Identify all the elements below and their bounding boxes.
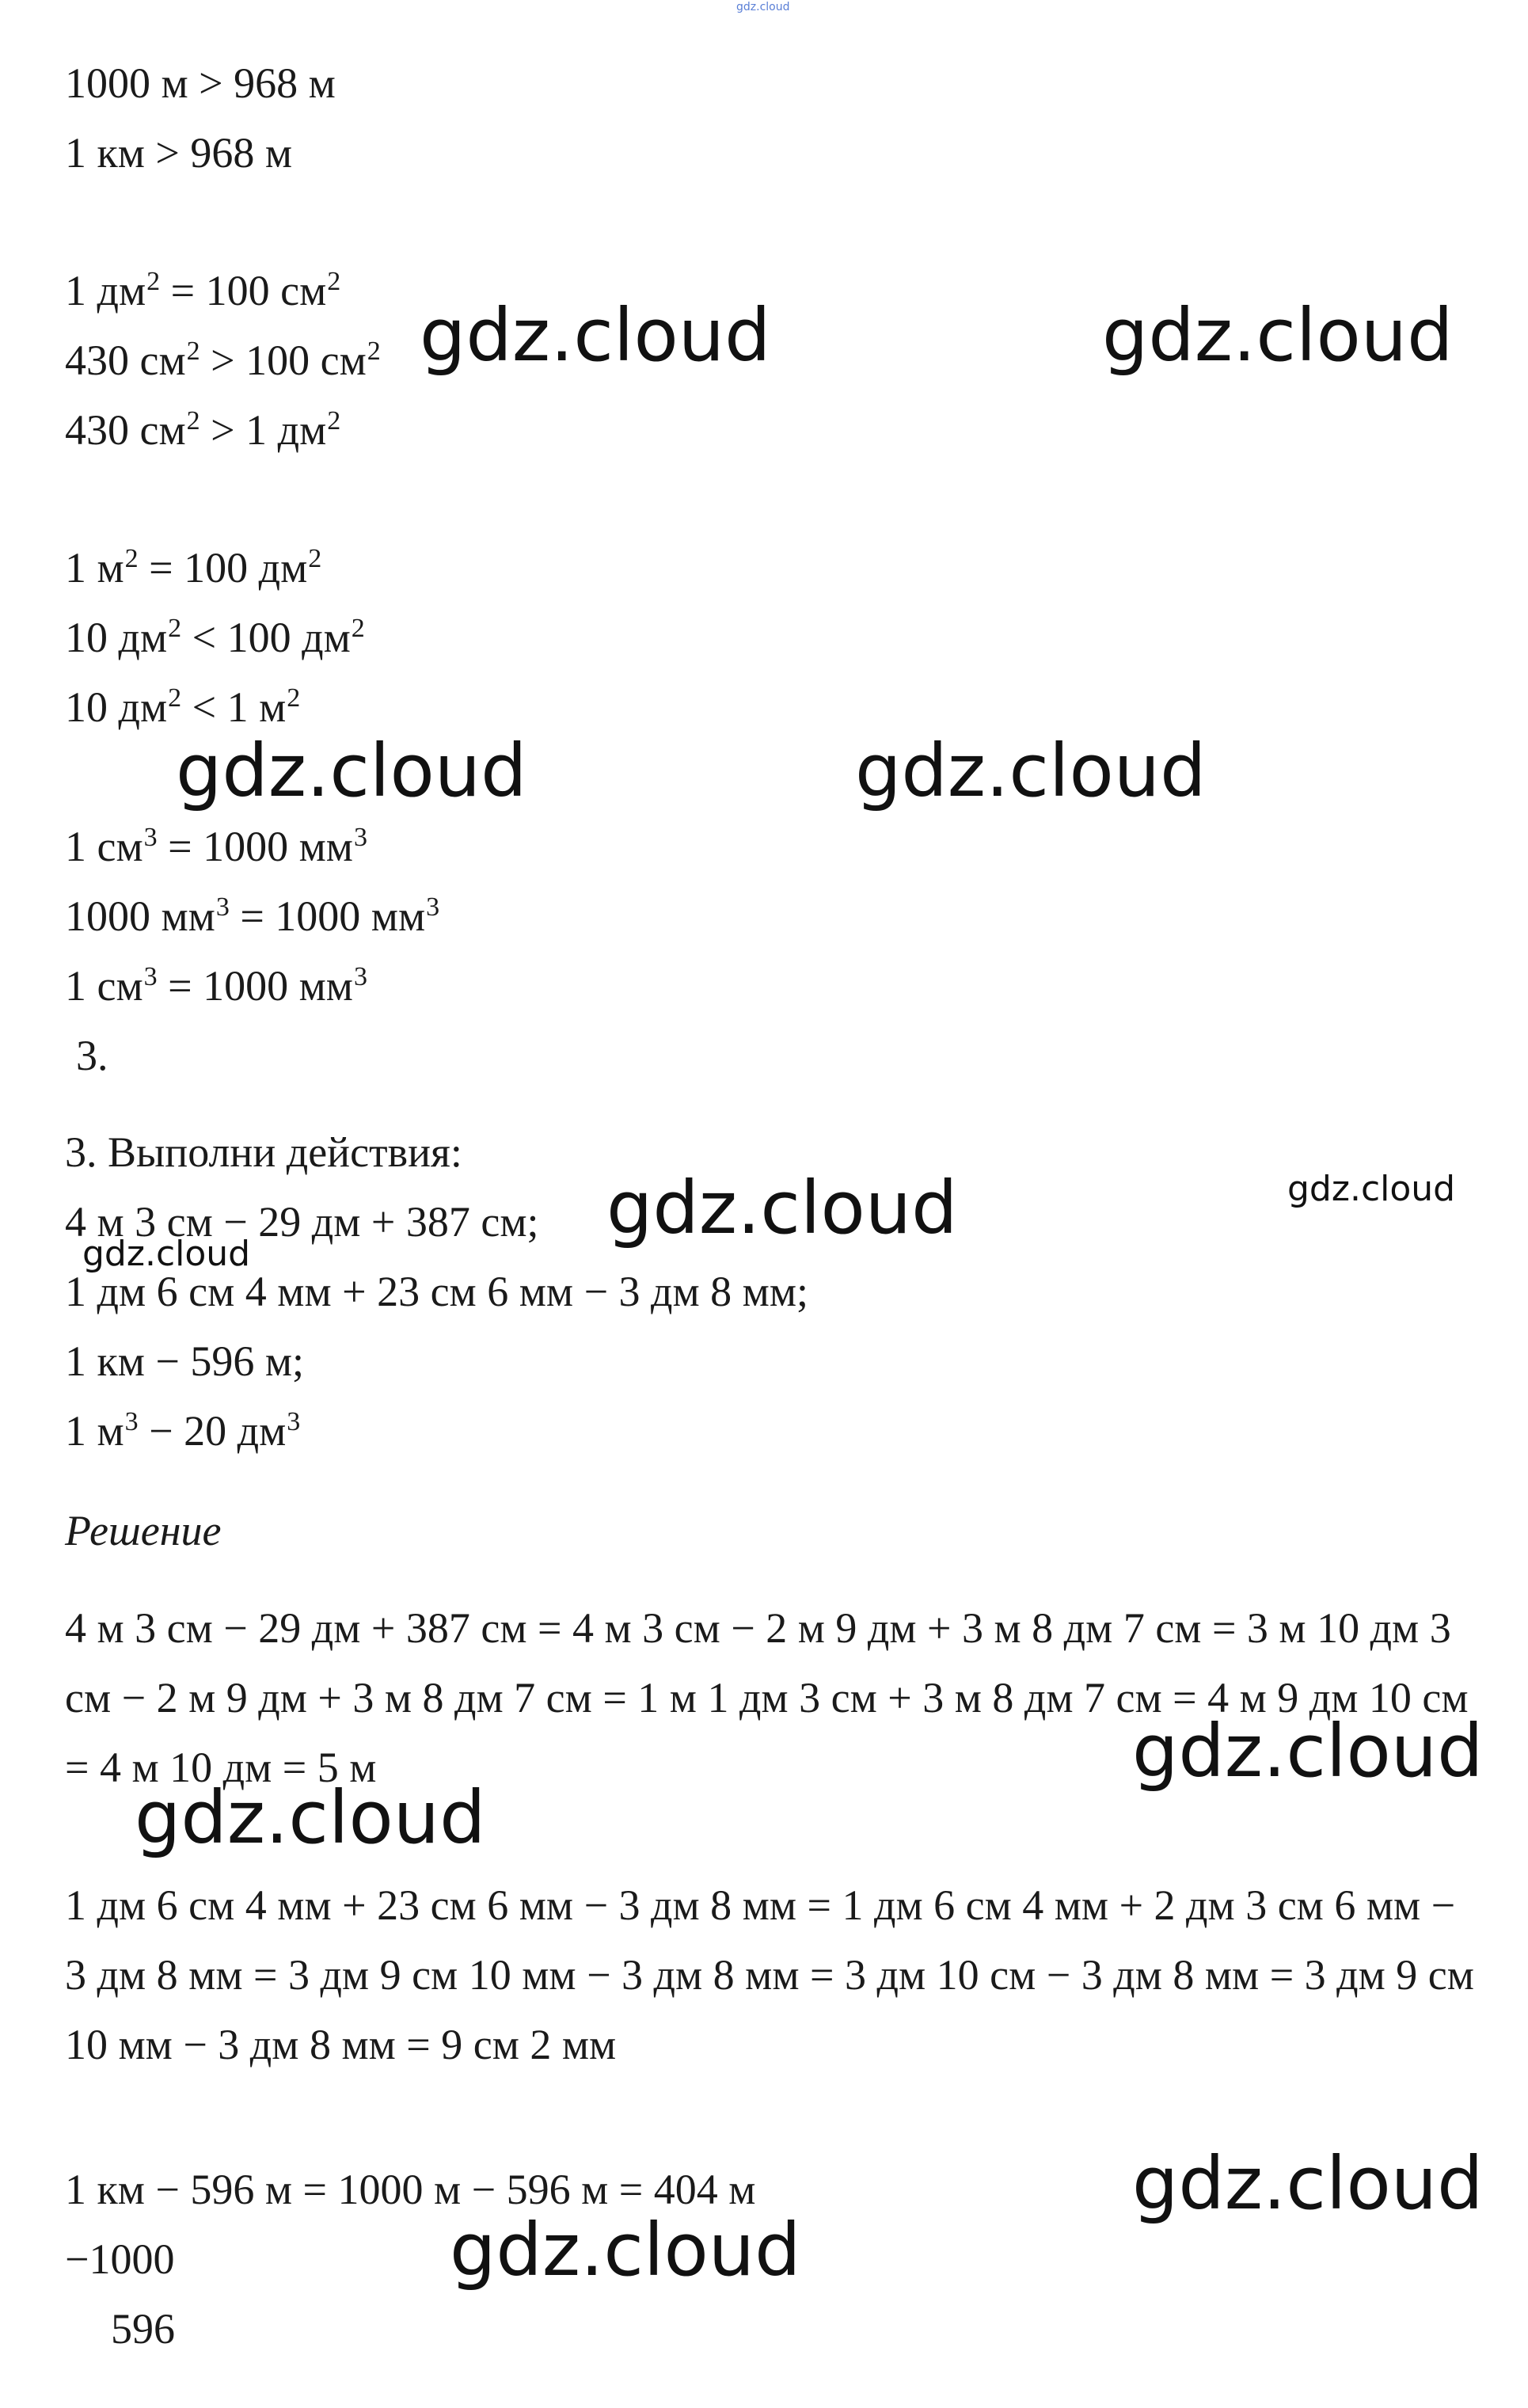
task-item-2: 1 дм 6 см 4 мм + 23 см 6 мм − 3 дм 8 мм; [65, 1268, 809, 1315]
watermark-logo: gdz.cloud [450, 2208, 801, 2292]
task-item-3: 1 км − 596 м; [65, 1337, 305, 1385]
watermark-logo: gdz.cloud [855, 728, 1207, 813]
watermark-logo: gdz.cloud [606, 1166, 958, 1250]
area-m-dm-line-1: 1 $м^2 = 100$ $дм^2$ [65, 544, 322, 592]
volume-line-2: 1000 $мм^3 = 1000$ $мм^3$ [65, 892, 440, 940]
watermark-logo: gdz.cloud [82, 1234, 251, 1274]
task-item-4: 1 $м^3 - 20$ $дм^3$ [65, 1407, 301, 1455]
task-item-1: 4 м 3 см − 29 дм + 387 см; [65, 1198, 539, 1246]
volume-line-3: 1 $см^3 = 1000$ $мм^3$ [65, 962, 367, 1010]
area-dm-cm-line-1: 1 $дм^2 = 100$ $см^2$ [65, 267, 341, 314]
length-compare-line-1: 1000 м > 968 м [65, 59, 336, 107]
area-dm-cm-line-3: 430 $см^2 > 1$ $дм^2$ [65, 406, 341, 454]
watermark-logo: gdz.cloud [1132, 2141, 1484, 2226]
area-m-dm-line-3: 10 $дм^2 < 1$ $м^2$ [65, 683, 301, 731]
area-dm-cm-line-2: 430 $см^2 > 100$ $см^2$ [65, 337, 381, 384]
area-m-dm-line-2: 10 $дм^2 < 100$ $дм^2$ [65, 614, 365, 661]
watermark-logo: gdz.cloud [1132, 1709, 1484, 1794]
section-number: 3. [76, 1032, 108, 1079]
column-subtraction-bottom: 596 [111, 2305, 175, 2353]
watermark-logo: gdz.cloud [135, 1775, 486, 1860]
solution-paragraph-3: 1 км − 596 м = 1000 м − 596 м = 404 м [65, 2166, 756, 2213]
volume-line-1: 1 $см^3 = 1000$ $мм^3$ [65, 823, 367, 870]
watermark-logo: gdz.cloud [176, 728, 527, 813]
length-compare-line-2: 1 км > 968 м [65, 129, 293, 177]
solution-label: Решение [65, 1507, 222, 1554]
task-title: 3. Выполни действия: [65, 1128, 462, 1176]
solution-paragraph-1: 4 м 3 см − 29 дм + 387 см = 4 м 3 см − 2 м 9 дм + 3 м 8 дм 7 см = 3 м 10 дм 3 см − 2 м 9 дм + 3 м 8 дм 7 см = 1 м 1 дм 3 см + 3 м 8 дм 7 см = 4 м 9 дм 10 см = 4 м 10 дм = 5 м [65, 1604, 1469, 1791]
watermark-logo: gdz.cloud [420, 293, 771, 378]
solution-paragraph-2: 1 дм 6 см 4 мм + 23 см 6 мм − 3 дм 8 мм = 1 дм 6 см 4 мм + 2 дм 3 см 6 мм − 3 дм 8 мм = 3 дм 9 см 10 мм − 3 дм 8 мм = 3 дм 10 см − 3 дм 8 мм = 3 дм 9 см 10 мм − 3 дм 8 мм = 9 см 2 мм [65, 1881, 1474, 2068]
header-watermark: gdz.cloud [736, 1, 790, 13]
watermark-logo: gdz.cloud [1102, 293, 1454, 378]
watermark-logo: gdz.cloud [1287, 1169, 1456, 1209]
column-subtraction-top: −1000 [65, 2235, 175, 2283]
